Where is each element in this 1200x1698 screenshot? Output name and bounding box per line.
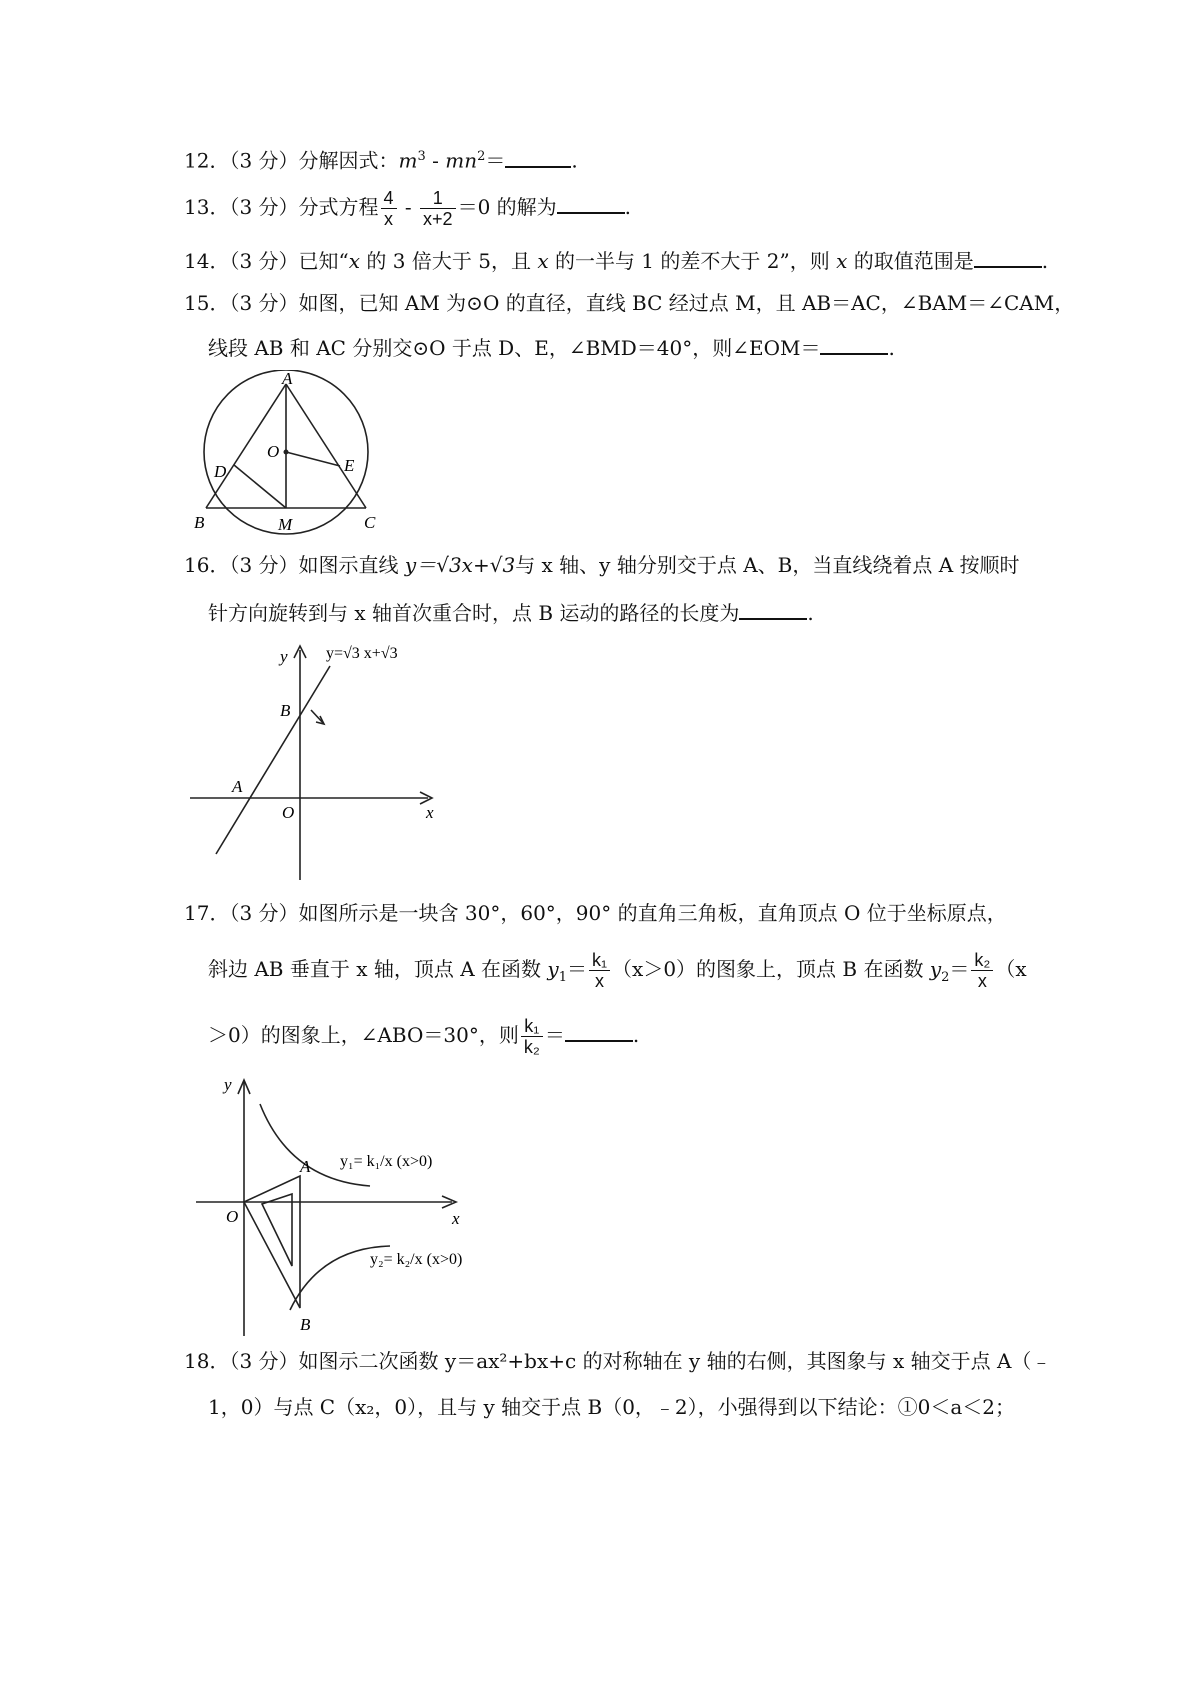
fraction-denominator: x+2 <box>423 209 453 229</box>
fraction-denominator: x <box>977 971 987 991</box>
question-text: 的一半与 1 的差不大于 2”，则 <box>548 249 837 273</box>
question-text: ＞0）的图象上，∠ABO＝30°，则 <box>208 1023 519 1047</box>
question-number: 12． <box>184 148 230 173</box>
question-18-line-1 <box>184 1346 1051 1376</box>
fraction-numerator: k₂ <box>971 950 993 971</box>
answer-blank[interactable] <box>505 144 571 168</box>
question-text: 与 x 轴、y 轴分别交于点 A、B，当直线绕着点 A 按顺时 <box>515 553 1020 577</box>
question-number: 14． <box>184 249 230 273</box>
label-m: M <box>278 515 293 534</box>
question-16-line-1 <box>184 550 1020 580</box>
label-y: y <box>280 647 288 666</box>
q15-circle-figure <box>190 370 420 540</box>
question-points: （3 分） <box>229 901 299 925</box>
label-c: C <box>364 513 376 532</box>
fraction-numerator: k₁ <box>521 1016 543 1037</box>
math-op: ＝ <box>544 1023 565 1047</box>
function-label-y1: y₁= k₁/x (x>0) <box>340 1153 433 1170</box>
answer-blank[interactable] <box>974 244 1042 268</box>
question-text: 针方向旋转到与 x 轴首次重合时，点 B 运动的路径的长度为 <box>208 601 740 625</box>
math-expression: y＝√3x+√3 <box>404 553 516 577</box>
question-17-line-3 <box>208 1016 639 1057</box>
fraction-denominator: x <box>595 971 604 991</box>
label-o: O <box>226 1207 239 1226</box>
segment-dm <box>234 465 286 508</box>
question-text: 斜边 AB 垂直于 x 轴，顶点 A 在函数 <box>208 957 548 981</box>
hyperbola-y1 <box>260 1104 370 1186</box>
fraction <box>521 1016 543 1057</box>
math-subscript: 1 <box>558 970 567 985</box>
fraction <box>381 188 397 229</box>
fraction <box>420 188 456 229</box>
question-text: （x <box>995 957 1027 981</box>
question-15-line-1 <box>184 288 1074 318</box>
question-points: （3 分） <box>229 195 299 219</box>
question-points: （3 分） <box>229 553 299 577</box>
label-x: x <box>426 803 434 822</box>
function-label-y2: y₂= k₂/x (x>0) <box>370 1251 463 1268</box>
question-text: 如图示直线 <box>298 553 405 577</box>
fraction <box>971 950 993 991</box>
question-text: 1，0）与点 C（x₂，0），且与 y 轴交于点 B（0，﹣2），小强得到以下结论：①0＜a＜2； <box>208 1395 1016 1419</box>
math-var: y <box>547 957 559 981</box>
label-a: A <box>232 777 243 796</box>
question-text: 分解因式： <box>298 148 399 173</box>
q16-line-figure <box>180 630 480 890</box>
question-text: 的取值范围是 <box>847 249 974 273</box>
question-17-line-1 <box>184 898 1007 928</box>
math-op: ＝ <box>949 957 970 981</box>
question-15-line-2 <box>208 331 895 363</box>
label-o: O <box>267 442 280 461</box>
math-var: m <box>398 148 418 173</box>
triangle-inner <box>262 1194 292 1266</box>
math-var: x <box>537 249 549 273</box>
question-18-line-2 <box>208 1392 1015 1422</box>
period: . <box>1041 249 1049 273</box>
label-a: A <box>300 1157 311 1176</box>
question-16-line-2 <box>208 596 814 628</box>
period: . <box>807 601 814 625</box>
answer-blank[interactable] <box>820 331 888 355</box>
math-exponent: 2 <box>477 149 486 164</box>
fraction-denominator: x <box>384 209 394 229</box>
fraction-numerator: k₁ <box>589 950 610 971</box>
label-b: B <box>194 513 205 532</box>
center-point <box>284 450 289 455</box>
question-points: （3 分） <box>229 1349 299 1373</box>
label-b: B <box>300 1315 311 1334</box>
label-d: D <box>214 462 227 481</box>
question-number: 18． <box>184 1349 230 1373</box>
label-o: O <box>282 803 295 822</box>
question-text: ＝0 的解为 <box>457 195 557 219</box>
fraction-numerator: 4 <box>381 188 397 209</box>
label-a: A <box>282 370 293 388</box>
question-text: 线段 AB 和 AC 分别交⊙O 于点 D、E，∠BMD＝40°，则∠EOM＝ <box>208 336 821 360</box>
question-text: 的 3 倍大于 5，且 <box>360 249 538 273</box>
label-e: E <box>344 456 355 475</box>
math-var: mn <box>445 148 478 173</box>
question-number: 13． <box>184 195 230 219</box>
question-points: （3 分） <box>229 291 299 315</box>
question-17-line-2 <box>208 950 1027 993</box>
question-number: 16． <box>184 553 230 577</box>
answer-blank[interactable] <box>739 596 807 620</box>
question-number: 17． <box>184 901 230 925</box>
question-12 <box>184 142 578 176</box>
question-13 <box>184 188 631 229</box>
question-14 <box>184 244 1048 276</box>
answer-blank[interactable] <box>557 190 625 214</box>
question-text: 已知“ <box>298 249 349 273</box>
math-subscript: 2 <box>941 970 950 985</box>
question-points: （3 分） <box>229 148 299 173</box>
segment-ac <box>286 384 366 508</box>
question-text: 分式方程 <box>298 195 379 219</box>
line-ab <box>216 666 330 854</box>
question-number: 15． <box>184 291 230 315</box>
label-b: B <box>280 701 291 720</box>
fraction <box>589 950 610 991</box>
label-x: x <box>452 1209 460 1228</box>
fraction-denominator: k₂ <box>523 1037 540 1057</box>
period: . <box>888 336 895 360</box>
period: . <box>571 148 578 173</box>
math-op: - <box>398 195 419 219</box>
period: . <box>624 195 632 219</box>
question-text: 如图示二次函数 y＝ax²+bx+c 的对称轴在 y 轴的右侧，其图象与 x 轴交于点 A（﹣ <box>298 1349 1052 1373</box>
math-exponent: 3 <box>417 149 426 164</box>
question-text: 如图，已知 AM 为⊙O 的直径，直线 BC 经过点 M，且 AB＝AC，∠BAM＝∠CAM， <box>298 291 1075 315</box>
math-var: x <box>348 249 361 273</box>
math-op: ＝ <box>566 957 587 981</box>
period: . <box>632 1023 640 1047</box>
question-text: （x＞0）的图象上，顶点 B 在函数 <box>612 957 930 981</box>
math-var: y <box>929 957 942 981</box>
math-op: ＝ <box>485 148 506 173</box>
question-text: 如图所示是一块含 30°，60°，90° 的直角三角板，直角顶点 O 位于坐标原点， <box>298 901 1007 925</box>
fraction-numerator: 1 <box>420 188 456 209</box>
q17-hyperbola-figure <box>190 1068 530 1340</box>
line-equation-label: y=√3 x+√3 <box>326 645 398 662</box>
answer-blank[interactable] <box>565 1018 633 1042</box>
math-var: x <box>836 249 848 273</box>
label-y: y <box>224 1075 232 1094</box>
question-points: （3 分） <box>229 249 299 273</box>
math-op: - <box>425 148 446 173</box>
